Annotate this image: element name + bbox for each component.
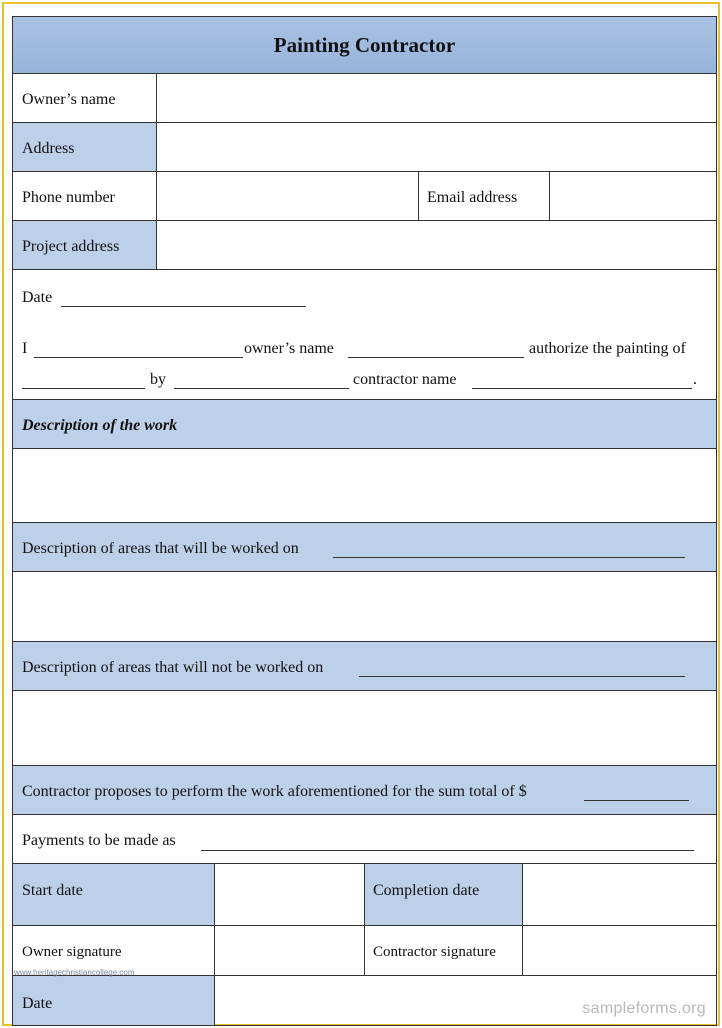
project-address-label: Project address xyxy=(22,238,120,255)
owners-name-label: Owner’s name xyxy=(22,91,116,108)
email-label-cell xyxy=(419,172,550,220)
address-row xyxy=(13,123,716,172)
email-field[interactable] xyxy=(550,172,716,220)
date-line[interactable] xyxy=(61,306,306,307)
auth-i-text: I xyxy=(22,340,28,357)
start-date-label: Start date xyxy=(22,882,83,899)
auth-period: . xyxy=(693,371,697,388)
phone-email-row xyxy=(13,172,716,221)
address-field[interactable] xyxy=(157,123,716,171)
contractor-signature-label: Contractor signature xyxy=(373,944,496,960)
areas-worked-on-row xyxy=(13,523,716,572)
email-label: Email address xyxy=(427,189,518,206)
address-label: Address xyxy=(22,140,75,157)
proposal-row xyxy=(13,766,716,815)
payments-line[interactable] xyxy=(201,850,694,851)
auth-contractor-name-text: contractor name xyxy=(353,371,457,388)
payments-label: Payments to be made as xyxy=(22,832,176,849)
owner-signature-field[interactable] xyxy=(215,926,365,975)
date-label: Date xyxy=(22,289,53,306)
auth-owners-name-text: owner’s name xyxy=(244,340,334,357)
auth-authorize-text: authorize the painting of xyxy=(529,340,686,357)
project-address-label-cell xyxy=(13,221,157,269)
contractor-signature-label-cell xyxy=(365,926,523,975)
auth-contractor-name-line[interactable] xyxy=(472,388,692,389)
start-date-field[interactable] xyxy=(215,864,365,925)
areas-not-worked-on-field[interactable] xyxy=(13,691,716,766)
completion-date-label-cell xyxy=(365,864,523,925)
areas-worked-on-label: Description of areas that will be worked on xyxy=(22,540,299,557)
final-date-label-cell xyxy=(13,976,215,1025)
title-row xyxy=(13,17,716,74)
owners-name-row xyxy=(13,74,716,123)
page-frame xyxy=(2,2,720,1026)
owners-name-field[interactable] xyxy=(157,74,716,122)
owner-signature-label: Owner signature xyxy=(22,944,122,960)
auth-owners-name-line[interactable] xyxy=(348,357,524,358)
completion-date-field[interactable] xyxy=(523,864,716,925)
proposal-label: Contractor proposes to perform the work aforementioned for the sum total of $ xyxy=(22,783,527,800)
payments-row xyxy=(13,815,716,864)
form-title: Painting Contractor xyxy=(273,33,456,57)
auth-blank-1[interactable] xyxy=(34,357,243,358)
proposal-sum-line[interactable] xyxy=(584,800,689,801)
final-date-label: Date xyxy=(22,995,53,1012)
areas-not-worked-on-line[interactable] xyxy=(359,676,685,677)
project-address-field[interactable] xyxy=(157,221,716,269)
dates-row xyxy=(13,864,716,926)
contractor-signature-field[interactable] xyxy=(523,926,716,975)
description-of-work-label: Description of the work xyxy=(22,417,178,434)
contract-form xyxy=(12,16,717,1026)
phone-label-cell xyxy=(13,172,157,220)
phone-field[interactable] xyxy=(157,172,419,220)
auth-by-text: by xyxy=(150,371,166,388)
areas-not-worked-on-label: Description of areas that will not be worked on xyxy=(22,659,324,676)
areas-not-worked-on-row xyxy=(13,642,716,691)
phone-label: Phone number xyxy=(22,189,115,206)
description-of-work-field[interactable] xyxy=(13,449,716,523)
owners-name-label-cell xyxy=(13,74,157,122)
project-address-row xyxy=(13,221,716,270)
small-watermark: www.heritagechristiancollege.com xyxy=(14,968,135,977)
sampleforms-watermark: sampleforms.org xyxy=(582,1000,706,1017)
authorization-block xyxy=(13,270,716,400)
completion-date-label: Completion date xyxy=(373,882,480,899)
areas-worked-on-field[interactable] xyxy=(13,572,716,642)
start-date-label-cell xyxy=(13,864,215,925)
description-header-row xyxy=(13,400,716,449)
address-label-cell xyxy=(13,123,157,171)
auth-painting-line[interactable] xyxy=(22,388,145,389)
auth-by-line[interactable] xyxy=(174,388,349,389)
areas-worked-on-line[interactable] xyxy=(333,557,685,558)
